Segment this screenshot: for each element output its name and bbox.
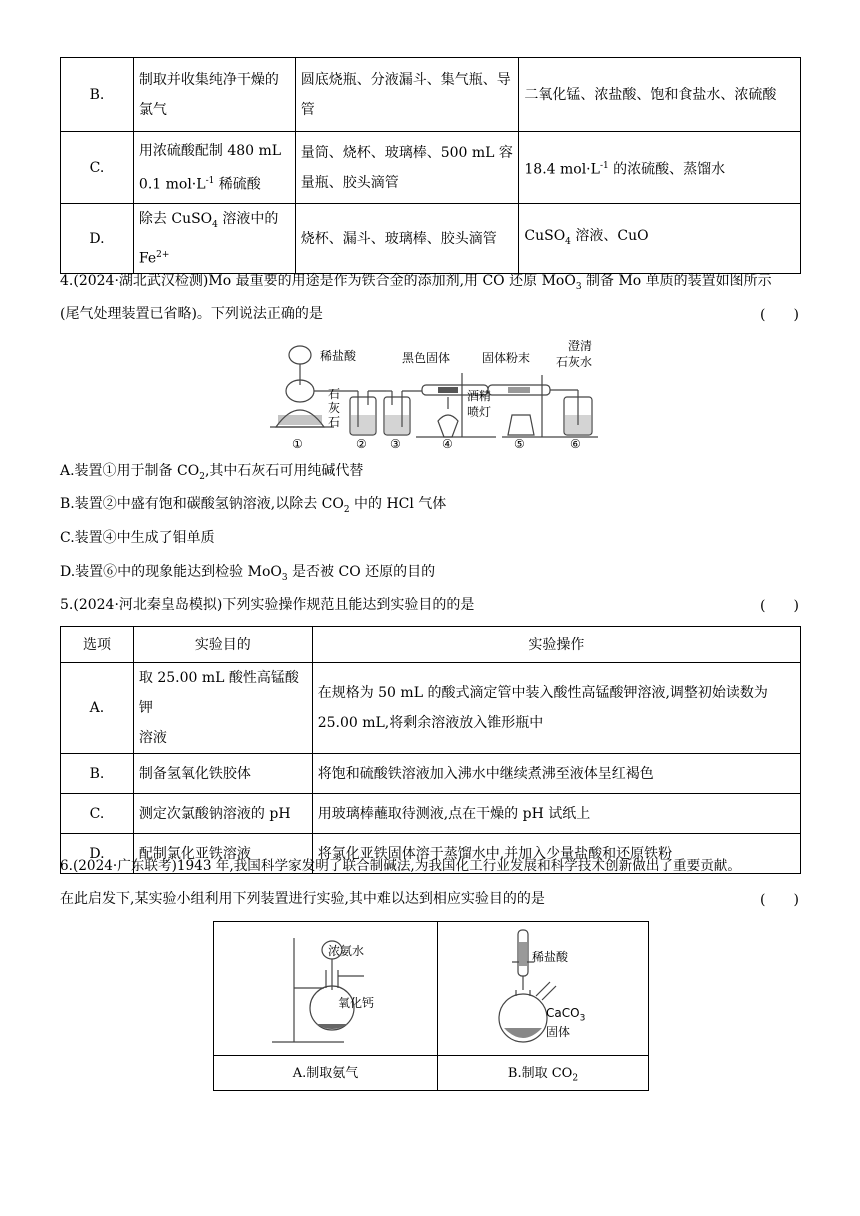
q4-option-a: A.装置①用于制备 $CO_2$,其中石灰石可用纯碱代替 bbox=[60, 463, 364, 482]
reagent-cell: 18.4 $mol\cdot L^{-1}$ 的浓硫酸、蒸馏水 bbox=[519, 132, 801, 204]
option-cell: B. bbox=[61, 754, 134, 794]
purpose-cell: 除去 CuSO$_4$ 溶液中的 $Fe^{2+}$ bbox=[133, 204, 295, 274]
option-cell: D. bbox=[61, 834, 134, 874]
apparatus-cell: 量筒、烧杯、玻璃棒、500 mL 容量瓶、胶头滴管 bbox=[295, 132, 519, 204]
purpose-cell: 制备氢氧化铁胶体 bbox=[133, 754, 312, 794]
purpose-cell: 测定次氯酸钠溶液的 pH bbox=[133, 794, 312, 834]
operation-cell: 将饱和硫酸铁溶液加入沸水中继续煮沸至液体呈红褐色 bbox=[312, 754, 800, 794]
label-conc-ammonia: 浓氨水 bbox=[328, 944, 365, 958]
q4-stem-line2: (尾气处理装置已省略)。下列说法正确的是 bbox=[60, 306, 323, 322]
label-solid-powder: 固体粉末 bbox=[482, 351, 531, 365]
q6-figure-table bbox=[213, 921, 649, 1091]
label-solid: 固体 bbox=[546, 1025, 571, 1039]
table-row bbox=[61, 794, 801, 834]
option-cell: A. bbox=[61, 663, 134, 754]
device-number-4: ④ bbox=[442, 437, 453, 451]
caption-a: A.制取氨气 bbox=[292, 1066, 359, 1081]
q5-stem: 5.(2024·河北秦皇岛模拟)下列实验操作规范且能达到实验目的的是 bbox=[60, 597, 475, 613]
label-lamp-2: 喷灯 bbox=[467, 405, 492, 419]
label-limestone-2: 灰 bbox=[328, 401, 341, 415]
option-cell: C. bbox=[61, 794, 134, 834]
label-limestone-1: 石 bbox=[328, 387, 341, 401]
device-number-3: ③ bbox=[390, 437, 401, 451]
label-dilute-hcl: 稀盐酸 bbox=[532, 950, 569, 964]
device-number-1: ① bbox=[292, 437, 303, 451]
label-limestone-3: 石 bbox=[328, 415, 341, 429]
label-limewater-2: 石灰水 bbox=[556, 355, 593, 369]
reagent-cell: 二氧化锰、浓盐酸、饱和食盐水、浓硫酸 bbox=[519, 58, 801, 132]
answer-paren: ( ) bbox=[760, 892, 799, 908]
option-cell: C. bbox=[61, 132, 134, 204]
label-calcium-oxide: 氧化钙 bbox=[338, 996, 375, 1010]
label-caco3: CaCO$_3$ bbox=[546, 1006, 586, 1024]
answer-paren: ( ) bbox=[760, 598, 799, 614]
label-black-solid: 黑色固体 bbox=[402, 351, 451, 365]
table-q5 bbox=[60, 626, 801, 874]
q4-option-b: B.装置②中盛有饱和碳酸氢钠溶液,以除去 $CO_2$ 中的 HCl 气体 bbox=[60, 496, 447, 515]
q4-apparatus-figure bbox=[262, 335, 602, 455]
q6-stem-line1: 6.(2024·广东联考)1943 年,我国科学家发明了联合制碱法,为我国化工行业发展和科学技术创新做出了重要贡献。 bbox=[60, 858, 741, 874]
q4-option-c: C.装置④中生成了钼单质 bbox=[60, 530, 215, 546]
q4-option-d: D.装置⑥中的现象能达到检验 MoO$_3$ 是否被 CO 还原的目的 bbox=[60, 564, 436, 583]
purpose-cell: 制取并收集纯净干燥的氯气 bbox=[133, 58, 295, 132]
option-cell: B. bbox=[61, 58, 134, 132]
table-row bbox=[61, 754, 801, 794]
table-q3 bbox=[60, 57, 801, 274]
table-header-row bbox=[61, 627, 801, 663]
table-row bbox=[61, 58, 801, 132]
q6-stem-line2: 在此启发下,某实验小组利用下列装置进行实验,其中难以达到相应实验目的的是 bbox=[60, 891, 545, 907]
header-option: 选项 bbox=[61, 627, 134, 663]
purpose-cell: 配制氯化亚铁溶液 bbox=[133, 834, 312, 874]
device-number-6: ⑥ bbox=[570, 437, 581, 451]
operation-cell: 将氯化亚铁固体溶于蒸馏水中,并加入少量盐酸和还原铁粉 bbox=[312, 834, 800, 874]
table-row bbox=[61, 663, 801, 754]
label-dilute-hcl: 稀盐酸 bbox=[320, 349, 357, 363]
caption-b: B.制取 $CO_2$ bbox=[507, 1066, 579, 1084]
device-number-5: ⑤ bbox=[514, 437, 525, 451]
q4-stem-line1: 4.(2024·湖北武汉检测)Mo 最重要的用途是作为铁合金的添加剂,用 CO 还原 MoO$_3$ 制备 Mo 单质的装置如图所示 bbox=[60, 273, 772, 292]
option-cell: D. bbox=[61, 204, 134, 274]
reagent-cell: CuSO$_4$ 溶液、CuO bbox=[519, 204, 801, 274]
purpose-cell: 取 25.00 mL 酸性高锰酸钾 溶液 bbox=[133, 663, 312, 754]
header-purpose: 实验目的 bbox=[133, 627, 312, 663]
table-row bbox=[61, 204, 801, 274]
label-limewater-1: 澄清 bbox=[568, 339, 593, 353]
answer-paren: ( ) bbox=[760, 307, 799, 323]
purpose-cell: 用浓硫酸配制 480 mL 0.1 $mol\cdot L^{-1}$ 稀硫酸 bbox=[133, 132, 295, 204]
label-lamp-1: 酒精 bbox=[467, 389, 492, 403]
operation-cell: 在规格为 50 mL 的酸式滴定管中装入酸性高锰酸钾溶液,调整初始读数为 25.00 mL,将剩余溶液放入锥形瓶中 bbox=[312, 663, 800, 754]
operation-cell: 用玻璃棒蘸取待测液,点在干燥的 pH 试纸上 bbox=[312, 794, 800, 834]
table-row bbox=[61, 132, 801, 204]
header-operation: 实验操作 bbox=[312, 627, 800, 663]
apparatus-cell: 烧杯、漏斗、玻璃棒、胶头滴管 bbox=[295, 204, 519, 274]
apparatus-cell: 圆底烧瓶、分液漏斗、集气瓶、导管 bbox=[295, 58, 519, 132]
device-number-2: ② bbox=[356, 437, 367, 451]
